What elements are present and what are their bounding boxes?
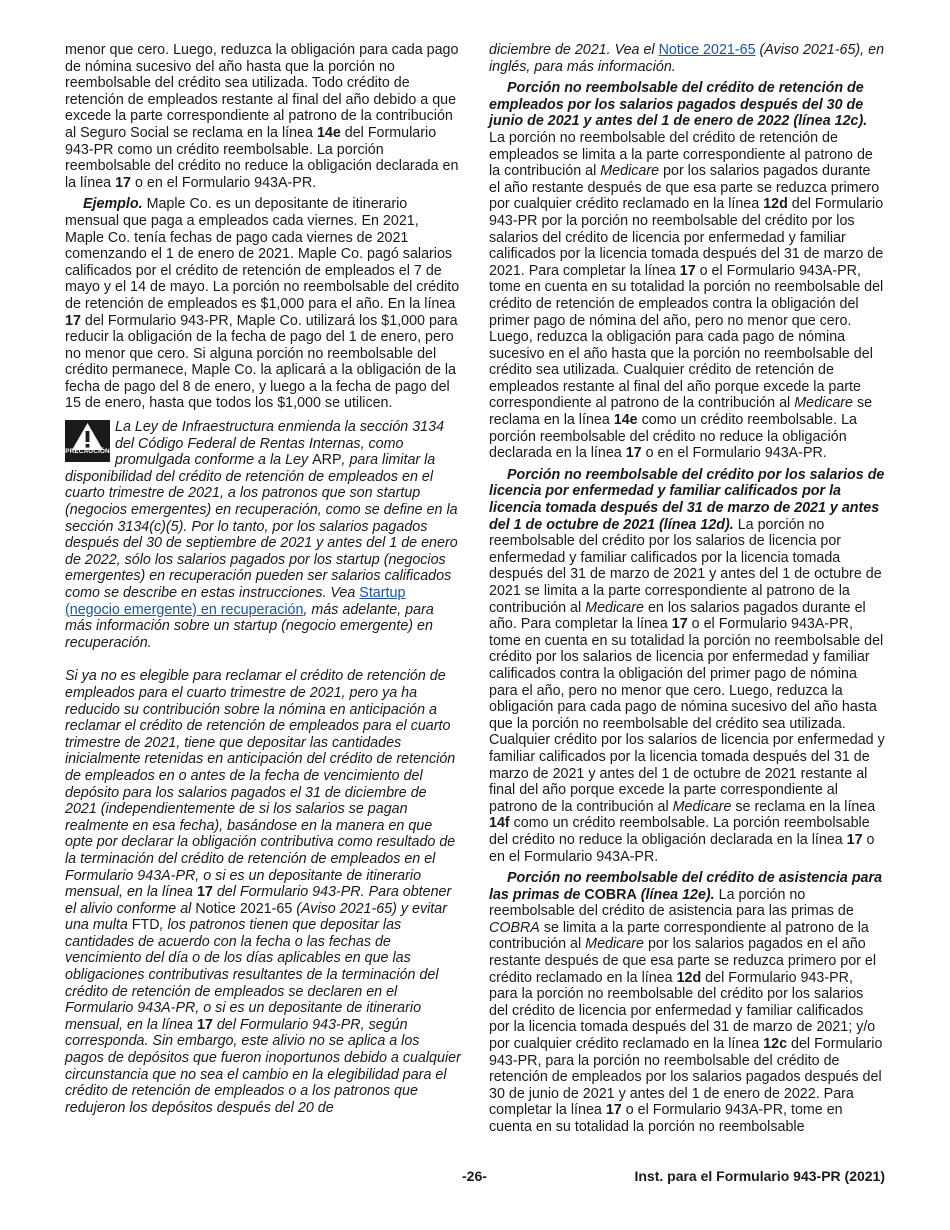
paragraph-line-12d: Porción no reembolsable del crédito por los salarios de licencia por enfermedad y familiar calificados por la licencia tomada después del 31 de marzo de 2021 y antes del 1 de octubre de 2021 (línea 12d). La porción no reembolsable del crédito por los salarios de licencia por enfermedad y familiar calificados por la licencia tomada después del 31 de marzo de 2021 y antes del 1 de octubre de 2021 se limita a la parte correspondiente al patrono de la contribución al Medicare en los salarios pagados durante el año. Para completar la línea 17 o el Formulario 943A-PR, tome en cuenta en su totalidad la porción no reembolsable del crédito por los salarios de licencia por enfermedad y familiar calificados contra la obligación del primer pago de nómina para el año, pero no menor que cero. Luego, reduzca la obligación para cada pago de nómina sucesivo del año hasta que la porción no reembolsable del crédito sea utilizada. Cualquier crédito por los salarios de licencia por enfermedad y familiar calificados por la licencia tomada después del 31 de marzo de 2021 y antes del 1 de octubre de 2021 restante al final del año porque excede la parte correspondiente al patrono de la contribución al Medicare se reclama en la línea 14f como un crédito reembolsable. La porción reembolsable del crédito no reduce la obligación declarada en la línea 17 o en el Formulario 943A-PR. [489, 466, 885, 865]
paragraph-example: Ejemplo. Maple Co. es un depositante de itinerario mensual que paga a empleados cada viernes. En 2021, Maple Co. tenía fechas de pago cada viernes de 2021 comenzando el 1 de enero de 2021. Maple Co. pagó salarios calificados por el crédito de retención de empleados el 7 de mayo y el 14 de mayo. La porción no reembolsable del crédito de retención de empleados es $1,000 para el año. En la línea 17 del Formulario 943-PR, Maple Co. utilizará los $1,000 para reducir la obligación de la fecha de pago del 1 de enero, pero no menor que cero. Si alguna porción no reembolsable del crédito permanece, Maple Co. la aplicará a la obligación de la fecha de pago del 8 de enero, y luego a la fecha de pago del 15 de enero, hasta que todos los $1,000 se utilicen. [65, 196, 460, 412]
notice-2021-65-link[interactable]: Notice 2021-65 [658, 42, 756, 58]
form-title: Inst. para el Formulario 943-PR (2021) [634, 1168, 885, 1184]
caution-note [65, 419, 461, 651]
recovery-startup-link[interactable]: Startup (negocio emergente) en recuperación [65, 585, 406, 618]
left-column [65, 42, 461, 1116]
caution-text: La Ley de Infraestructura enmienda la sección 3134 del Código Federal de Rentas Internas, como promulgada conforme a la Ley ARP, para limitar la disponibilidad del crédito de retención de empleados en el cuarto trimestre de 2021, a los patronos que son startup (negocios emergentes) en recuperación, como se define en la sección 3134(c)(5). Por lo tanto, por los salarios pagados después del 30 de septiembre de 2021 y antes del 1 de enero de 2022, sólo los salarios pagados por los startup (negocios emergentes) en recuperación pueden ser salarios calificados como se describe en estas instrucciones. Vea Startup (negocio emergente) en recuperación, más adelante, para más información sobre un startup (negocio emergente) en recuperación. [65, 419, 458, 651]
page-footer [65, 1168, 885, 1188]
paragraph-fourth-quarter-relief: Si ya no es elegible para reclamar el crédito de retención de empleados para el cuarto trimestre de 2021, pero ya ha reducido su contribución sobre la nómina en anticipación a reclamar el crédito de retención de empleados para el cuarto trimestre de 2021, tiene que depositar las cantidades inicialmente retenidas en anticipación del crédito de retención de empleados en o antes de la fecha de vencimiento del depósito para los salarios pagados el 31 de diciembre de 2021 (independientemente de si los salarios se pagan realmente en esa fecha), basándose en la manera en que opte por declarar la obligación contributiva como resultado de la terminación del crédito de retención de empleados en el Formulario 943A-PR, o si es un depositante de itinerario mensual, en la línea 17 del Formulario 943-PR. Para obtener el alivio conforme al Notice 2021-65 (Aviso 2021-65) y evitar una multa FTD, los patronos tienen que depositar las cantidades de acuerdo con la fecha o las fechas de vencimiento del día o de los días aplicables en que las obligaciones contributivas resultantes de la terminación del crédito de retención de empleados se declaren en el Formulario 943A-PR, o si es un depositante de itinerario mensual, en la línea 17 del Formulario 943-PR, según corresponda. Sin embargo, este alivio no se aplica a los pagos de depósitos que fueron inoportunos debido a cualquier circunstancia que no sea el cambio en la elegibilidad para el crédito de retención de empleados o a los patronos que redujeron los depósitos después del 20 de [65, 668, 461, 1116]
right-column [489, 42, 885, 1136]
paragraph-line-12c: Porción no reembolsable del crédito de retención de empleados por los salarios pagados después del 30 de junio de 2021 y antes del 1 de enero de 2022 (línea 12c). La porción no reembolsable del crédito de retención de empleados se limita a la parte correspondiente al patrono de la contribución al Medicare por los salarios pagados durante el año restante después de que esa parte se reduzca primero por cualquier crédito reclamado en la línea 12d del Formulario 943-PR por la porción no reembolsable del crédito por los salarios del crédito de licencia por enfermedad y familiar calificados por la licencia tomada después del 31 de marzo de 2021. Para completar la línea 17 o el Formulario 943A-PR, tome en cuenta en su totalidad la porción no reembolsable del crédito de retención de empleados contra la obligación del primer pago de nómina del año, pero no menor que cero. Luego, reduzca la obligación para cada pago de nómina sucesivo en el año hasta que la porción no reembolsable del crédito sea utilizada. Cualquier crédito de retención de empleados restante al final del año porque excede la parte correspondiente al patrono de la contribución al Medicare se reclama en la línea 14e como un crédito reembolsable. La porción reembolsable del crédito no reduce la obligación declarada en la línea 17 o en el Formulario 943A-PR. [489, 80, 884, 462]
paragraph-line-12e: Porción no reembolsable del crédito de asistencia para las primas de COBRA (línea 12e). La porción no reembolsable del crédito de asistencia para las primas de COBRA se limita a la parte correspondiente al patrono de la contribución al Medicare por los salarios pagados en el año restante después de que esa parte se reduzca primero por el crédito reclamado en la línea 12d del Formulario 943-PR, para la porción no reembolsable del crédito por los salarios del crédito de licencia por enfermedad y familiar calificados por la licencia tomada después del 31 de marzo de 2021; y/o por cualquier crédito reclamado en la línea 12c del Formulario 943-PR, para la porción no reembolsable del crédito de retención de empleados por los salarios pagados después del 30 de junio de 2021 y antes del 1 de enero de 2022. Para completar la línea 17 o el Formulario 943A-PR, tome en cuenta en su totalidad la porción no reembolsable [489, 870, 883, 1135]
caution-icon [65, 420, 110, 462]
page-number: -26- [462, 1168, 487, 1184]
paragraph-notice-continuation: diciembre de 2021. Vea el Notice 2021-65 (Aviso 2021-65), en inglés, para más información. [489, 42, 885, 75]
paragraph-credit-continuation: menor que cero. Luego, reduzca la obligación para cada pago de nómina sucesivo del año hasta que la porción no reembolsable del crédito sea utilizada. Todo crédito de retención de empleados restante al final del año debido a que excede la parte correspondiente al patrono de la contribución al Seguro Social se reclama en la línea 14e del Formulario 943-PR como un crédito reembolsable. La porción reembolsable del crédito no reduce la obligación declarada en la línea 17 o en el Formulario 943A-PR. [65, 42, 459, 191]
caution-icon-label: PRECAUCIÓN [65, 448, 110, 456]
